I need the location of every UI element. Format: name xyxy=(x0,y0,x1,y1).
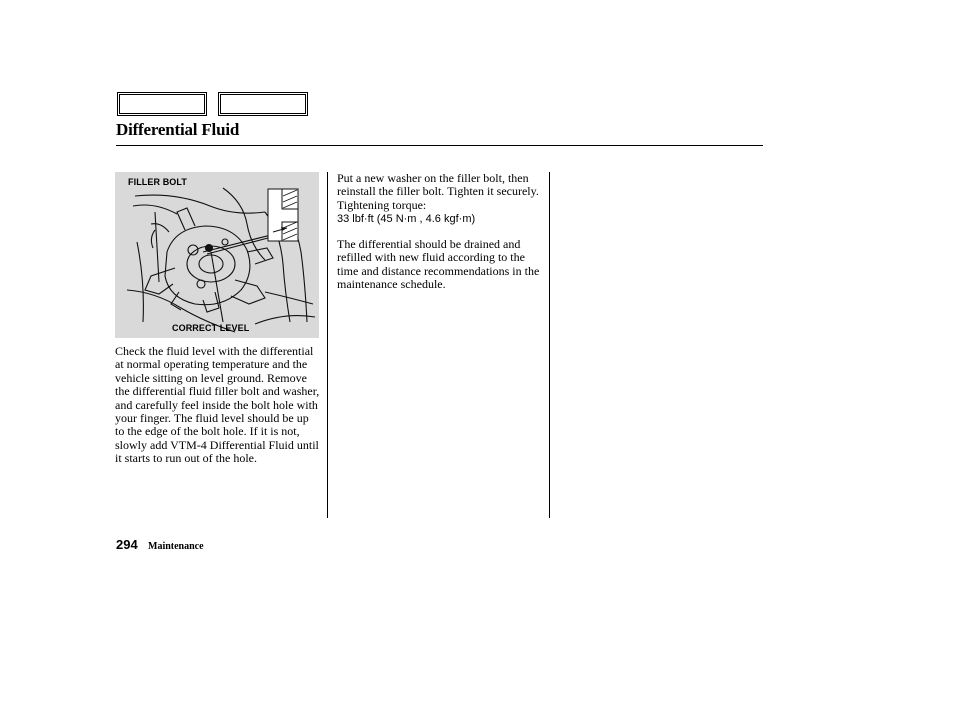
page-number: 294 xyxy=(116,537,138,552)
washer-instructions-text: Put a new washer on the filler bolt, then reinstall the filler bolt. Tighten it securely. Tightening torque: xyxy=(337,171,539,212)
differential-drawing xyxy=(115,172,319,338)
column-divider-1 xyxy=(327,172,328,518)
tightening-torque-value: 33 lbf·ft (45 N·m , 4.6 kgf·m) xyxy=(337,213,476,226)
washer-instructions xyxy=(337,172,542,227)
column-divider-2 xyxy=(549,172,550,518)
differential-illustration xyxy=(115,172,319,338)
previous-page-button[interactable] xyxy=(117,92,207,116)
filler-bolt-label: FILLER BOLT xyxy=(128,177,187,187)
correct-level-label: CORRECT LEVEL xyxy=(172,323,250,333)
title-divider xyxy=(116,145,763,146)
section-name: Maintenance xyxy=(148,541,204,552)
next-page-button[interactable] xyxy=(218,92,308,116)
fluid-check-instructions: Check the fluid level with the differential at normal operating temperature and the vehicle sitting on level ground. Remove the differential fluid filler bolt and washer, and carefully feel inside the bolt hole with your finger. The fluid level should be up to the edge of the bolt hole. If it is not, slowly add VTM-4 Differential Fluid until it starts to run out of the hole. xyxy=(115,344,320,466)
page-title: Differential Fluid xyxy=(116,120,240,139)
fluid-replacement-note: The differential should be drained and refilled with new fluid according to the time and distance recommendations in the maintenance schedule. xyxy=(337,237,540,292)
